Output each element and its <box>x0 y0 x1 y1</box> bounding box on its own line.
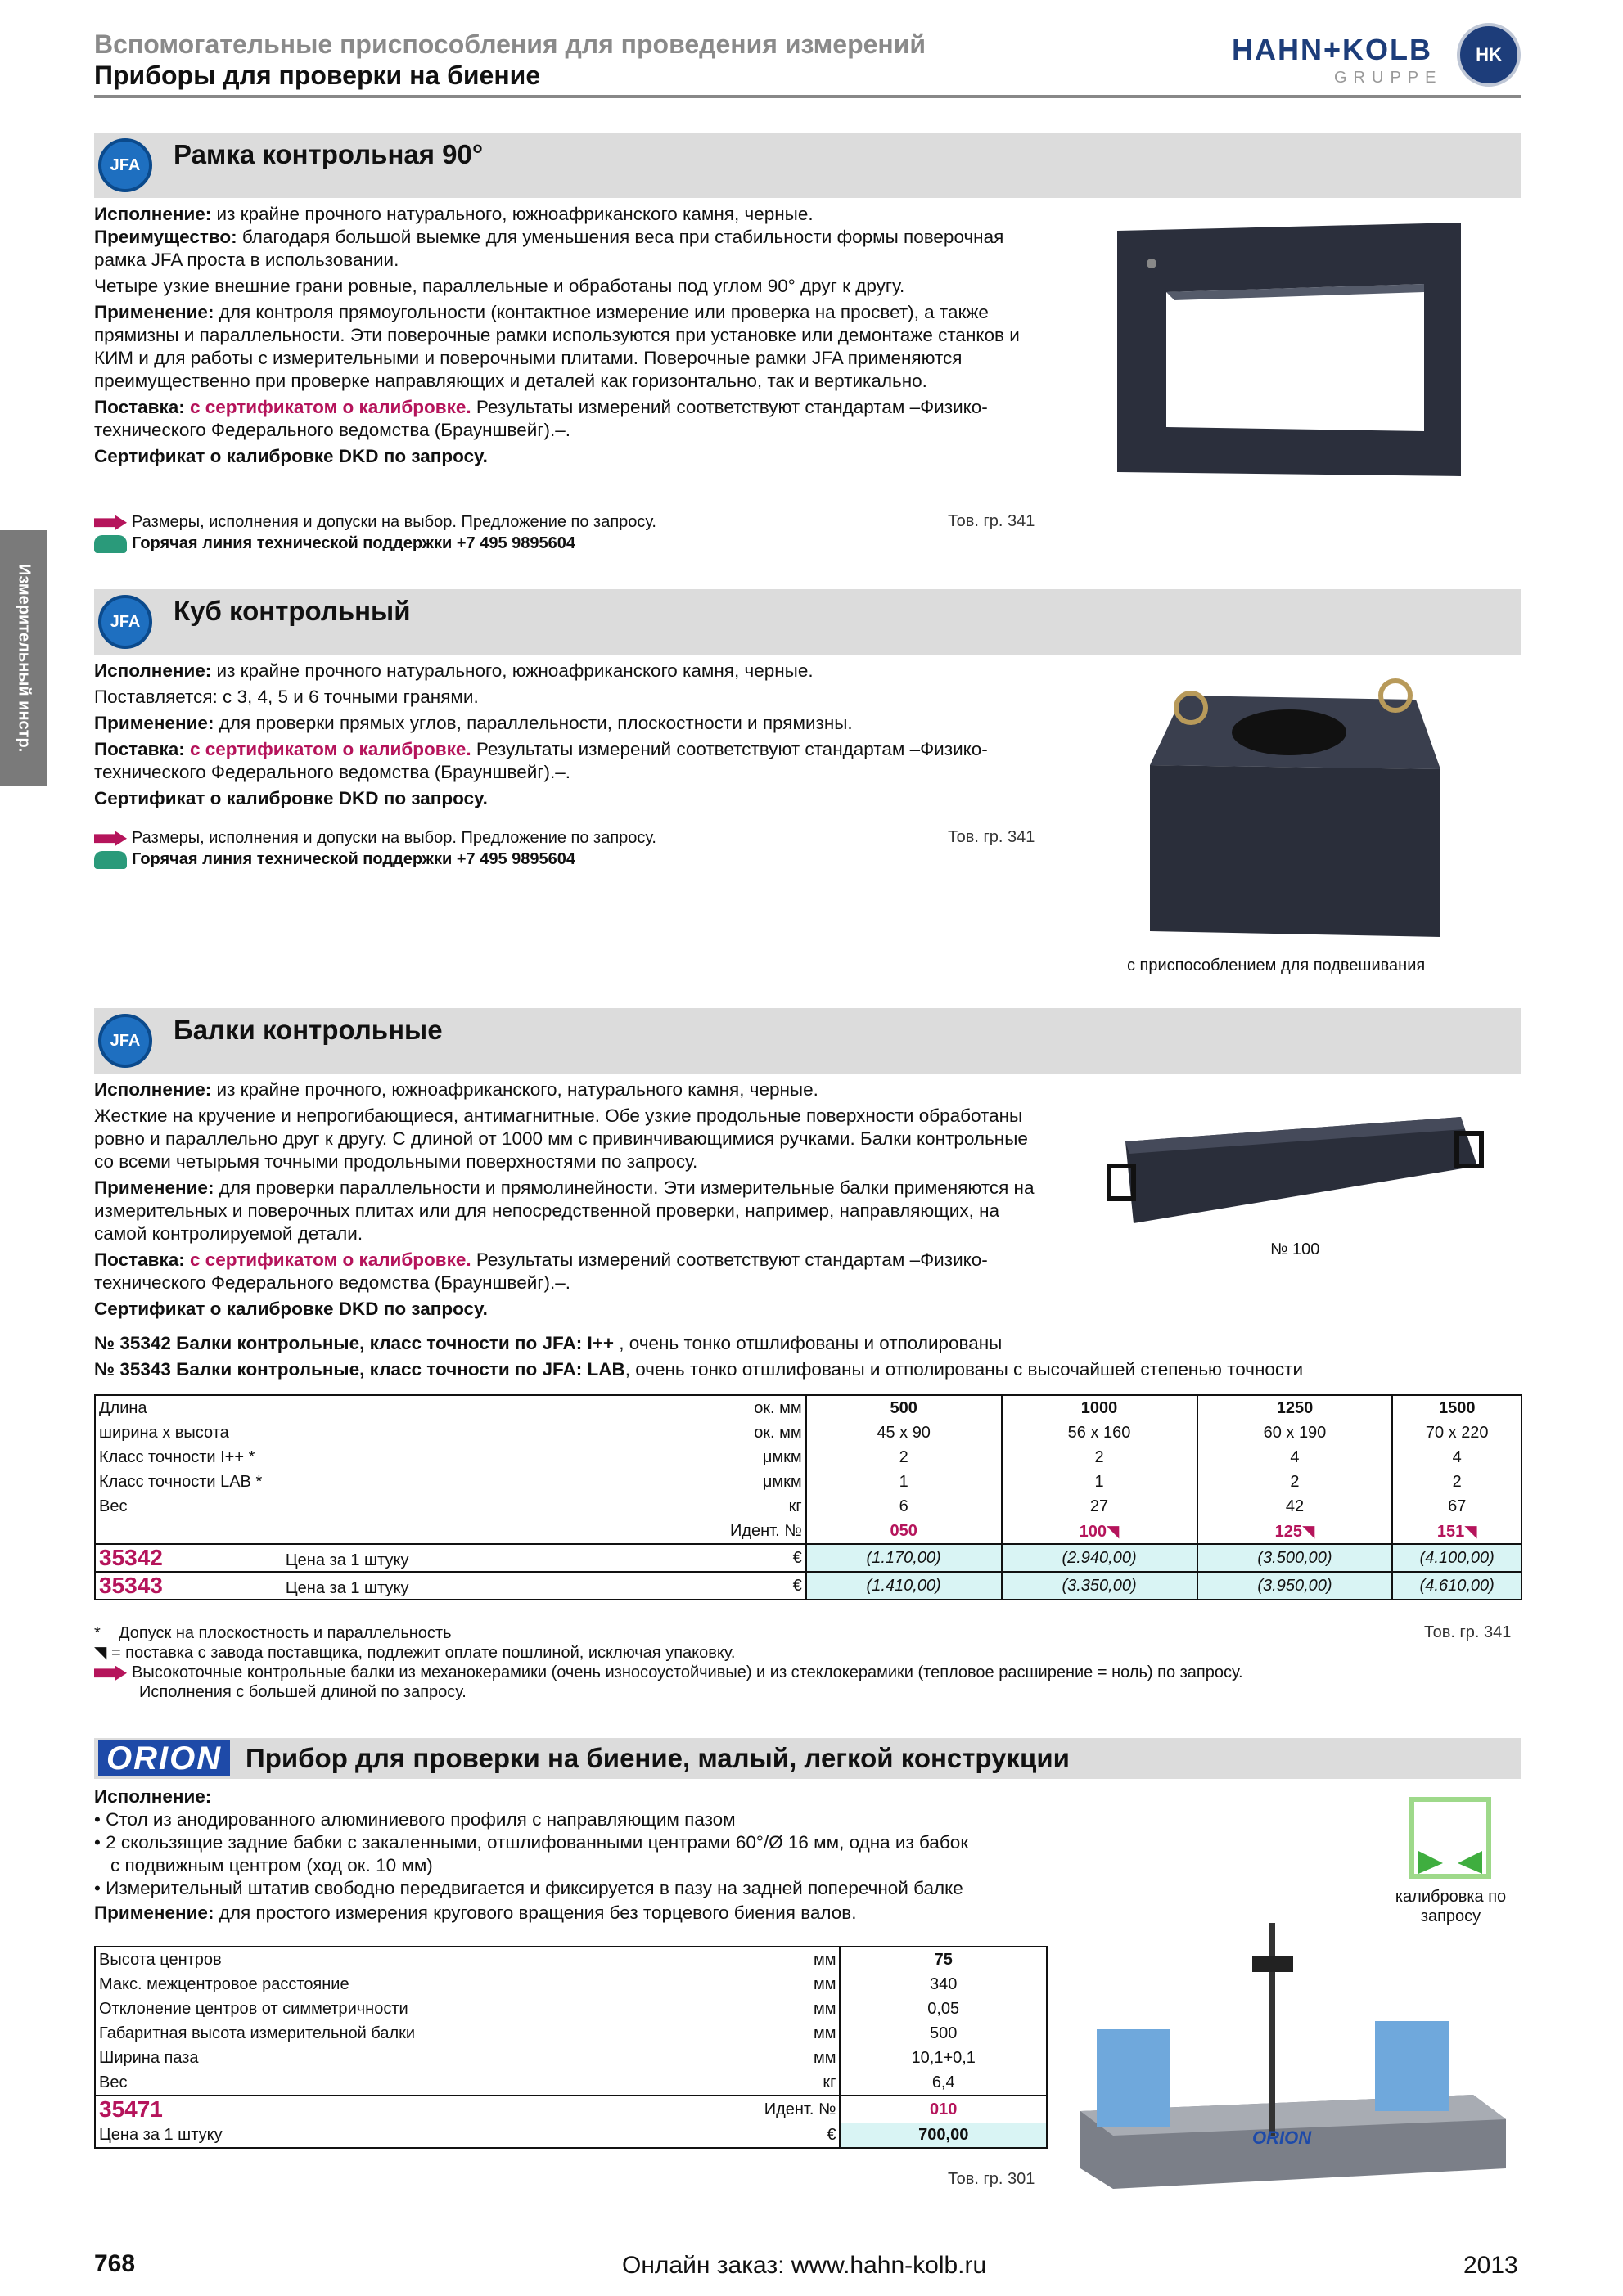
row-label: Вес <box>99 2073 128 2091</box>
image-caption: № 100 <box>1270 1240 1320 1258</box>
price-value: (1.410,00) <box>806 1572 1002 1600</box>
cube-product-image <box>1125 671 1453 941</box>
section-title: Куб контрольный <box>174 596 411 626</box>
price-row <box>95 2123 1047 2148</box>
runout-product-image <box>1064 1907 1522 2209</box>
section-title: Рамка контрольная 90° <box>174 139 484 169</box>
table-row <box>95 2021 1047 2046</box>
frame-product-image <box>1109 214 1469 484</box>
beam-spec-table <box>94 1394 1522 1600</box>
product-group: Тов. гр. 341 <box>1424 1623 1512 1641</box>
ident-label: Идент. № <box>764 2100 836 2118</box>
price-label: Цена за 1 штуку <box>285 1579 409 1597</box>
calibration-caption: калибровка по запросу <box>1395 1888 1507 1925</box>
orion-logo-icon: ORION <box>98 1740 230 1776</box>
row-value: 500 <box>840 2021 1047 2046</box>
row-value: 340 <box>840 1972 1047 1997</box>
footer-year: 2013 <box>1463 2252 1518 2279</box>
row-unit: мм <box>813 1999 836 2018</box>
article-number: 35471 <box>99 2096 163 2122</box>
row-unit: кг <box>788 1497 802 1515</box>
side-tab: Измерительный инстр. <box>0 530 47 786</box>
ident-number: 151◥ <box>1392 1519 1522 1544</box>
footnote-supplier: ◥ = поставка с завода поставщика, подлежит оплате пошлиной, исключая упаковку. <box>94 1644 736 1662</box>
phone-icon <box>94 535 127 553</box>
row-label: Длина <box>99 1398 147 1417</box>
price-value: (3.350,00) <box>1002 1572 1197 1600</box>
ident-number: 100◥ <box>1002 1519 1197 1544</box>
price-value: (2.940,00) <box>1002 1544 1197 1572</box>
price-row <box>95 1572 1522 1600</box>
footnote-ceramic: Высокоточные контрольные балки из механокерамики (очень износоустойчивые) и из стеклокерамики (тепловое расширение = ноль) по запросу. <box>94 1663 1243 1682</box>
price-row <box>95 1544 1522 1572</box>
row-unit: мм <box>813 1974 836 1993</box>
phone-icon <box>94 851 127 869</box>
calibration-icon <box>1409 1797 1491 1879</box>
beam-line-35343: № 35343 Балки контрольные, класс точности по JFA: LAB, очень тонко отшлифованы и отполированы с высочайшей степенью точности <box>94 1359 1304 1380</box>
row-value: 2 <box>1197 1470 1393 1494</box>
brand-name: HAHN+KOLB <box>1232 33 1433 66</box>
footer-online-order: Онлайн заказ: www.hahn-kolb.ru <box>622 2252 987 2279</box>
row-value: 2 <box>1002 1445 1197 1470</box>
hk-logo-icon: HK <box>1457 23 1521 87</box>
ident-row <box>95 2096 1047 2123</box>
row-label: Макс. межцентровое расстояние <box>99 1974 349 1993</box>
row-value: 6 <box>806 1494 1002 1519</box>
currency: € <box>827 2125 836 2144</box>
section-title: Прибор для проверки на биение, малый, легкой конструкции <box>246 1743 1070 1773</box>
header-title-line2: Приборы для проверки на биение <box>94 61 541 90</box>
row-label: Класс точности LAB * <box>99 1472 263 1491</box>
row-value: 1500 <box>1392 1395 1522 1420</box>
table-row <box>95 1420 1522 1445</box>
jfa-logo-icon: JFA <box>98 138 152 192</box>
table-row <box>95 1445 1522 1470</box>
row-value: 1000 <box>1002 1395 1197 1420</box>
row-label: Ширина паза <box>99 2048 199 2067</box>
row-value: 56 x 160 <box>1002 1420 1197 1445</box>
beam-line-35342: № 35342 Балки контрольные, класс точности по JFA: I++ , очень тонко отшлифованы и отполированы <box>94 1333 1003 1353</box>
jfa-logo-icon: JFA <box>98 1014 152 1068</box>
section-title: Балки контрольные <box>174 1015 443 1045</box>
table-row <box>95 1470 1522 1494</box>
row-value: 27 <box>1002 1494 1197 1519</box>
arrow-icon <box>94 515 127 530</box>
row-unit: ок. мм <box>754 1398 802 1417</box>
section-body: Исполнение: из крайне прочного натурального, южноафриканского камня, черные. Преимущество: благодаря большой выемке для уменьшения веса при стабильности формы поверочная рамка JFA проста в использовании. Четыре узкие внешние грани ровные, параллельные и обработаны под углом 90° друг к другу. Применение: для контроля прямоугольности (контактное измерение или проверка на просвет), а также прямизны и параллельности. Эти поверочные рамки используются при установке или демонтаже станков и КИМ и для работы с измерительными и поверочными плитами. Поверочные рамки JFA применяются преимущественно при проверке направляющих и деталей как горизонтально, так и вертикально. Поставка: с сертификатом о калибровке. Результаты измерений соответствуют стандартам –Физико-технического Федерального ведомства (Брауншвейг).–. Сертификат о калибровке DKD по запросу. <box>94 204 1020 466</box>
table-row <box>95 1972 1047 1997</box>
price-value: (4.610,00) <box>1392 1572 1522 1600</box>
runout-spec-table <box>94 1946 1048 2149</box>
price-value: (4.100,00) <box>1392 1544 1522 1572</box>
row-unit: мм <box>813 2048 836 2067</box>
table-row <box>95 2070 1047 2096</box>
table-row <box>95 1395 1522 1420</box>
note-options: Размеры, исполнения и допуски на выбор. Предложение по запросу. <box>94 828 656 848</box>
product-group: Тов. гр. 341 <box>948 828 1035 846</box>
article-number: 35342 <box>99 1545 163 1570</box>
row-unit: μмкм <box>762 1472 802 1491</box>
row-value: 60 x 190 <box>1197 1420 1393 1445</box>
row-label: Отклонение центров от симметричности <box>99 1999 408 2018</box>
currency: € <box>792 1548 802 1567</box>
row-value: 4 <box>1197 1445 1393 1470</box>
price-label: Цена за 1 штуку <box>99 2125 223 2144</box>
ident-number: 010 <box>840 2096 1047 2123</box>
row-unit: мм <box>813 2024 836 2042</box>
row-label: Класс точности I++ * <box>99 1447 255 1466</box>
price-value: (3.950,00) <box>1197 1572 1393 1600</box>
price-value: (1.170,00) <box>806 1544 1002 1572</box>
row-value: 0,05 <box>840 1997 1047 2021</box>
row-label <box>95 1519 727 1544</box>
section-body: Исполнение: из крайне прочного натурального, южноафриканского камня, черные. Поставляется: с 3, 4, 5 и 6 точными гранями. Применение: для проверки прямых углов, параллельности, плоскостности и прямизны. Поставка: с сертификатом о калибровке. Результаты измерений соответствуют стандартам –Физико-технического Федерального ведомства (Брауншвейг).–. Сертификат о калибровке DKD по запросу. <box>94 660 988 808</box>
row-label: Высота центров <box>99 1950 222 1969</box>
page-number: 768 <box>94 2250 136 2277</box>
note-options: Размеры, исполнения и допуски на выбор. Предложение по запросу. <box>94 512 656 532</box>
footnote-lengths: Исполнения с большей длиной по запросу. <box>139 1683 467 1701</box>
note-hotline: Горячая линия технической поддержки +7 495 9895604 <box>94 849 575 869</box>
ident-row <box>95 1519 1522 1544</box>
row-unit: ок. мм <box>754 1423 802 1442</box>
row-label: ширина х высота <box>99 1423 229 1442</box>
row-label: Вес <box>99 1497 128 1515</box>
header-title-line1: Вспомогательные приспособления для проведения измерений <box>94 29 926 59</box>
row-value: 45 x 90 <box>806 1420 1002 1445</box>
row-value: 10,1+0,1 <box>840 2046 1047 2070</box>
section-body: Исполнение: • Стол из анодированного алюминиевого профиля с направляющим пазом • 2 скользящие задние бабки с закаленными, отшлифованными центрами 60°/Ø 16 мм, одна из бабок с подвижным центром (ход ок. 10 мм) • Измерительный штатив свободно передвигается и фиксируется в пазу на задней поперечной балке Применение: для простого измерения кругового вращения без торцевого биения валов. <box>94 1786 969 1923</box>
brand-sub: GRUPPE <box>1334 69 1443 87</box>
ident-number: 125◥ <box>1197 1519 1393 1544</box>
row-unit: мм <box>813 1950 836 1969</box>
arrow-icon <box>94 831 127 846</box>
price-label-cell <box>95 1544 727 1572</box>
price-label-cell <box>95 1572 727 1600</box>
row-unit: μмкм <box>762 1447 802 1466</box>
jfa-logo-icon: JFA <box>98 595 152 649</box>
ident-number: 050 <box>806 1519 1002 1544</box>
price-value: (3.500,00) <box>1197 1544 1393 1572</box>
product-group: Тов. гр. 341 <box>948 512 1035 530</box>
currency: € <box>792 1576 802 1595</box>
row-value: 67 <box>1392 1494 1522 1519</box>
ident-label: Идент. № <box>729 1521 802 1540</box>
row-value: 1250 <box>1197 1395 1393 1420</box>
row-value: 6,4 <box>840 2070 1047 2096</box>
row-value: 2 <box>1392 1470 1522 1494</box>
row-value: 75 <box>840 1947 1047 1972</box>
row-value: 70 x 220 <box>1392 1420 1522 1445</box>
table-row <box>95 1947 1047 1972</box>
footnote-tolerance: * Допуск на плоскостность и параллельность <box>94 1624 452 1642</box>
row-value: 2 <box>806 1445 1002 1470</box>
image-caption: с приспособлением для подвешивания <box>1127 957 1426 975</box>
table-row <box>95 1997 1047 2021</box>
arrow-icon <box>94 1666 127 1681</box>
row-value: 4 <box>1392 1445 1522 1470</box>
note-hotline: Горячая линия технической поддержки +7 495 9895604 <box>94 533 575 553</box>
product-group: Тов. гр. 301 <box>948 2170 1035 2188</box>
section-body: Исполнение: из крайне прочного, южноафриканского, натурального камня, черные. Жесткие на кручение и непрогибающиеся, антимагнитные. Обе узкие продольные поверхности обработаны ровно и параллельно друг к другу. С длиной от 1000 мм с привинчивающимися ручками. Балки контрольные со всеми четырьмя точными продольными поверхностями по запросу. Применение: для проверки параллельности и прямолинейности. Эти измерительные балки применяются на измерительных и поверочных плитах или для непосредственной проверки, например, направляющих, на самой контролируемой детали. Поставка: с сертификатом о калибровке. Результаты измерений соответствуют стандартам –Физико-технического Федерального ведомства (Брауншвейг).–. Сертификат о калибровке DKD по запросу. <box>94 1079 1035 1319</box>
price-value: 700,00 <box>840 2123 1047 2148</box>
beam-product-image <box>1101 1109 1485 1231</box>
header-rule <box>94 95 1521 98</box>
row-value: 500 <box>806 1395 1002 1420</box>
row-unit: кг <box>823 2073 836 2091</box>
table-row <box>95 1494 1522 1519</box>
row-value: 42 <box>1197 1494 1393 1519</box>
article-number: 35343 <box>99 1573 163 1598</box>
row-value: 1 <box>1002 1470 1197 1494</box>
row-label: Габаритная высота измерительной балки <box>99 2024 416 2042</box>
table-row <box>95 2046 1047 2070</box>
svg-text:ORION: ORION <box>1252 2127 1312 2148</box>
price-label: Цена за 1 штуку <box>285 1551 409 1569</box>
row-value: 1 <box>806 1470 1002 1494</box>
